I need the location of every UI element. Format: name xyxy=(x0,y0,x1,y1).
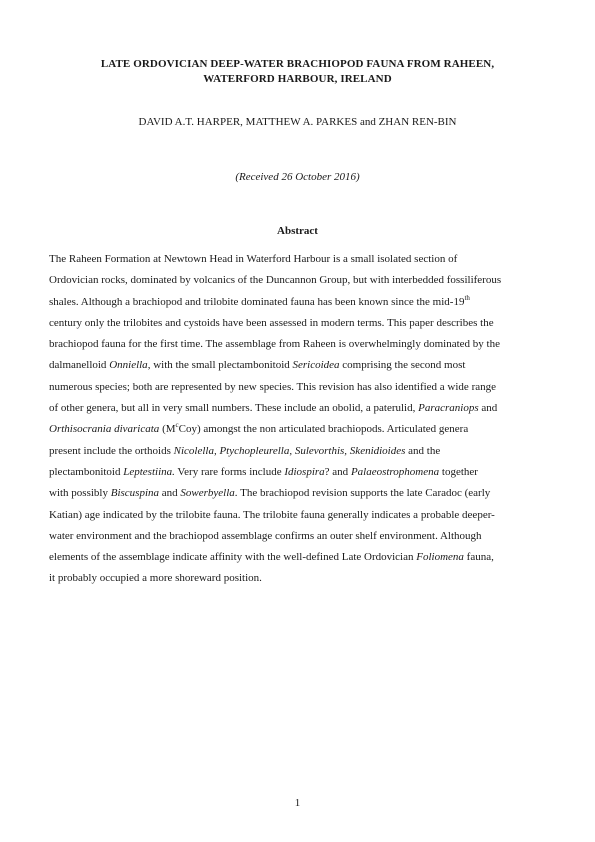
abstract-line: The Raheen Formation at Newtown Head in Waterford Harbour is a small isolated section of xyxy=(49,253,458,265)
abstract-line: shales. Although a brachiopod and trilobite dominated fauna has been known since the mid-19th xyxy=(49,293,470,308)
superscript: th xyxy=(464,293,470,302)
abstract-line: with possibly Biscuspina and Sowerbyella. The brachiopod revision supports the late Caradoc (early xyxy=(49,487,491,500)
received-date: (Received 26 October 2016) xyxy=(235,171,360,183)
abstract-line: elements of the assemblage indicate affinity with the well-defined Late Ordovician Foliomena fauna, xyxy=(49,551,494,564)
genus-name: Onniella xyxy=(109,359,148,372)
genus-name: Paracraniops xyxy=(418,402,479,415)
abstract-line: brachiopod fauna for the first time. The assemblage from Raheen is overwhelmingly dominated by the xyxy=(49,338,500,351)
paper-title xyxy=(60,57,535,87)
author-list: DAVID A.T. HARPER, MATTHEW A. PARKES and ZHAN REN-BIN xyxy=(138,116,457,128)
genus-name: Sowerbyella xyxy=(180,487,235,500)
abstract-body xyxy=(49,249,549,590)
abstract-line: it probably occupied a more shoreward position. xyxy=(49,572,262,585)
abstract-line: century only the trilobites and cystoids have been assessed in modern terms. This paper describes the xyxy=(49,316,494,329)
abstract-line: plectambonitoid Leptestiina. Very rare forms include Idiospira? and Palaeostrophomena together xyxy=(49,465,478,478)
genus-name: Biscuspina xyxy=(110,487,160,500)
abstract-line: present include the orthoids Nicolella, Ptychopleurella, Sulevorthis, Skenidioides and the xyxy=(49,444,441,457)
abstract-line: numerous species; both are represented by new species. This revision has also identified a wide range xyxy=(49,380,496,393)
abstract-line: Katian) age indicated by the trilobite fauna. The trilobite fauna generally indicates a probable deeper- xyxy=(49,508,495,521)
abstract-line: Orthisocrania divaricata $(M^cCoy)$ amongst the non articulated brachiopods. Articulated genera xyxy=(49,421,469,436)
abstract-heading: Abstract xyxy=(277,225,318,237)
genus-name: Palaeostrophomena xyxy=(350,465,440,478)
abstract-line: water environment and the brachiopod assemblage confirms an outer shelf environment. Although xyxy=(49,529,482,542)
abstract-line: Ordovician rocks, dominated by volcanics of the Duncannon Group, but with interbedded fossiliferous xyxy=(49,274,502,287)
genus-name: Idiospira xyxy=(284,465,325,478)
abstract-line: dalmanelloid Onniella, with the small plectambonitoid Sericoidea comprising the second most xyxy=(49,359,466,372)
page-number: 1 xyxy=(294,797,301,809)
species-name: Orthisocrania divaricata xyxy=(49,423,160,436)
title-line-2: WATERFORD HARBOUR, IRELAND xyxy=(203,73,392,85)
abstract-line: of other genera, but all in very small numbers. These include an obolid, a paterulid, Paracraniops and xyxy=(49,402,498,415)
genus-name: Leptestiina. xyxy=(123,465,175,478)
superscript: c xyxy=(175,421,179,430)
fauna-name: Foliomena xyxy=(416,551,464,564)
genus-list: Nicolella, Ptychopleurella, Sulevorthis, Skenidioides xyxy=(173,444,406,457)
title-line-1: LATE ORDOVICIAN DEEP-WATER BRACHIOPOD FAUNA FROM RAHEEN, xyxy=(100,58,495,70)
genus-name: Sericoidea xyxy=(292,359,340,372)
